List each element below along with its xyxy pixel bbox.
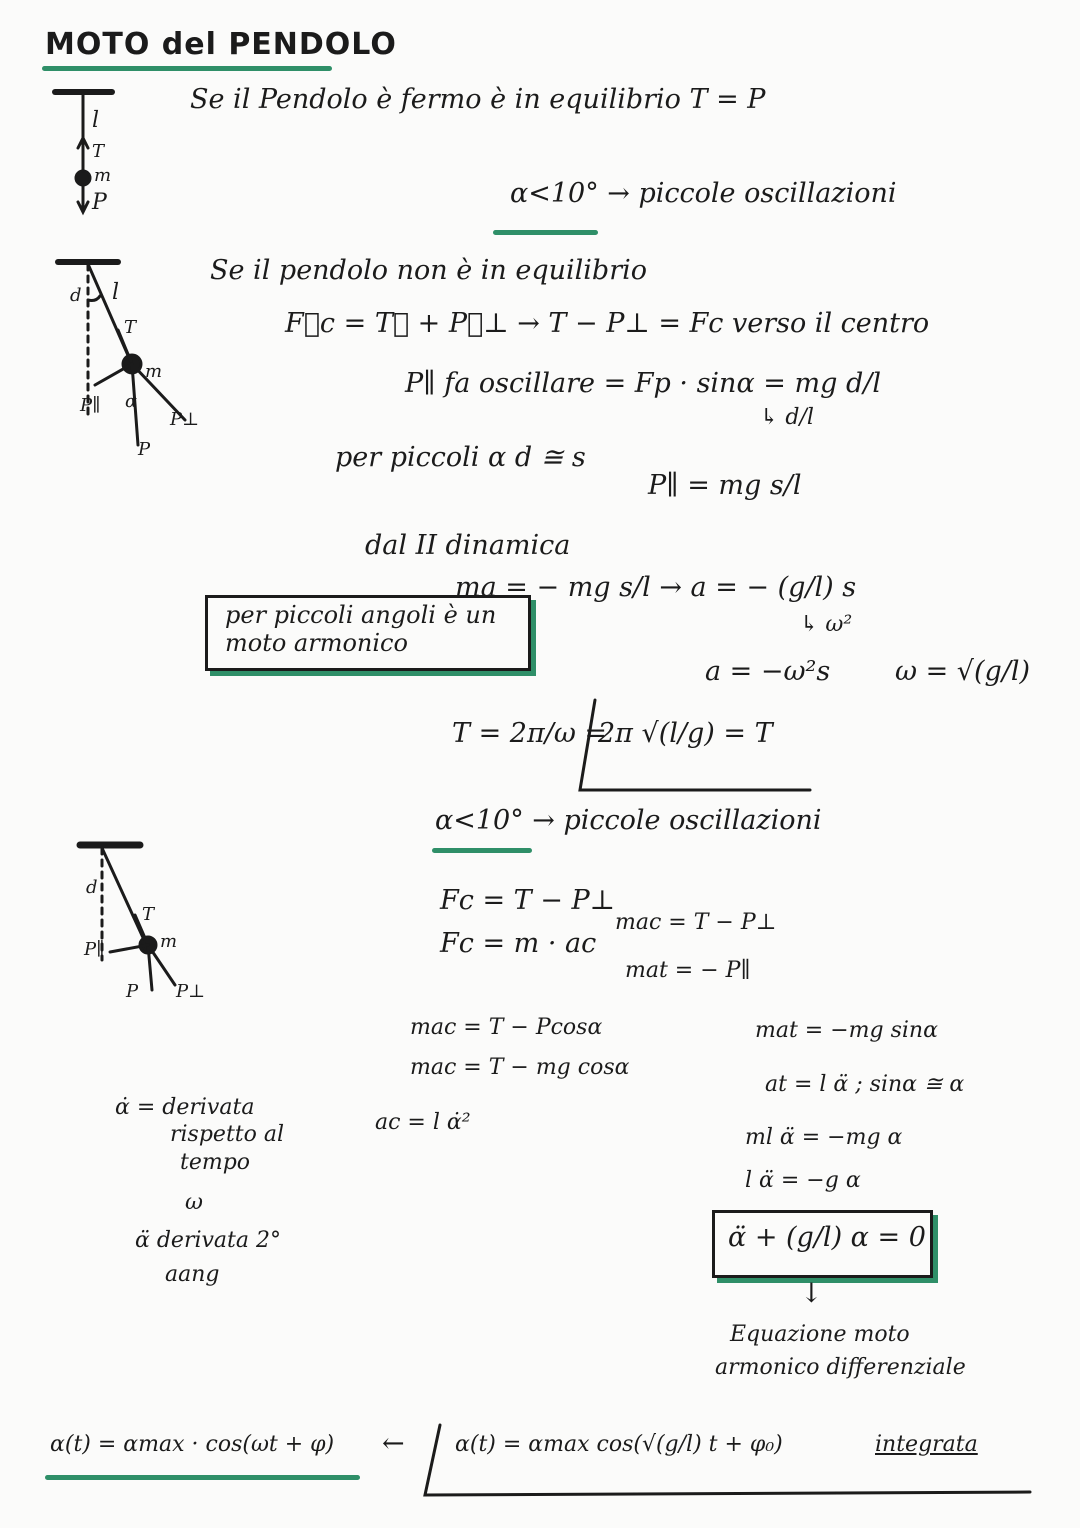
note-alpha-dot-2: rispetto al bbox=[170, 1122, 285, 1147]
label-T: T bbox=[92, 141, 105, 162]
label-d-2: d bbox=[70, 285, 82, 306]
equilibrium-text: Se il Pendolo è fermo è in equilibrio T = P bbox=[190, 84, 766, 115]
sin-approx: ↳ d/l bbox=[760, 405, 814, 430]
at-equation: at = l α̈ ; sinα ≅ α bbox=[765, 1072, 965, 1097]
label-Pperp-2: P⊥ bbox=[170, 409, 200, 430]
l-equation: l α̈ = −g α bbox=[745, 1168, 861, 1193]
mat-equation-1: mat = − P∥ bbox=[625, 958, 751, 983]
period-left: T = 2π/ω = bbox=[452, 718, 608, 749]
small-oscillation-condition: α<10° → piccole oscillazioni bbox=[510, 178, 897, 209]
equation-label-1: Equazione moto bbox=[730, 1322, 910, 1347]
ac-equation: ac = l α̇² bbox=[375, 1110, 471, 1135]
vector-equation: F⃗c = T⃗ + P⃗⊥ → T − P⊥ = Fc verso il centro bbox=[285, 308, 930, 339]
parallel-force: P∥ fa oscillare = Fp · sinα = mg d/l bbox=[405, 368, 881, 399]
label-Ppar-2: P∥ bbox=[80, 395, 101, 416]
small-angle-approx: per piccoli α d ≅ s bbox=[335, 442, 586, 473]
a-equation: a = −ω²s bbox=[705, 656, 831, 687]
pendulum-forces-sketch bbox=[80, 845, 178, 990]
label-d-3: d bbox=[86, 877, 98, 898]
mat-equation-2: mat = −mg sinα bbox=[755, 1018, 938, 1043]
label-Pperp-3: P⊥ bbox=[176, 981, 206, 1002]
label-P-3: P bbox=[126, 981, 139, 1002]
label-m-2: m bbox=[145, 361, 163, 382]
label-m: m bbox=[94, 165, 112, 186]
ma-equation: ma = − mg s/l → a = − (g/l) s bbox=[455, 572, 857, 603]
note-alpha-dot-3: tempo bbox=[180, 1150, 251, 1175]
note-omega: ω bbox=[185, 1190, 203, 1215]
dinamica-label: dal II dinamica bbox=[365, 530, 571, 561]
fc-equation-1: Fc = T − P⊥ bbox=[440, 885, 615, 916]
mac-equation-1: mac = T − P⊥ bbox=[615, 910, 777, 935]
diff-equation: α̈ + (g/l) α = 0 bbox=[728, 1222, 926, 1253]
solution-right: α(t) = αmax cos(√(g/l) t + φ₀) bbox=[455, 1432, 783, 1457]
fc-equation-2: Fc = m · ac bbox=[440, 928, 597, 959]
label-P: P bbox=[92, 190, 107, 215]
integrated-label: integrata bbox=[875, 1432, 978, 1457]
omega-squared: ↳ ω² bbox=[800, 612, 853, 637]
condition-underline-2 bbox=[432, 848, 532, 853]
mac-equation-3: mac = T − mg cosα bbox=[410, 1055, 630, 1080]
small-oscillation-condition-2: α<10° → piccole oscillazioni bbox=[435, 805, 822, 836]
note-a-ang: aang bbox=[165, 1262, 220, 1287]
harmonic-note bbox=[225, 602, 515, 657]
condition-underline bbox=[493, 230, 598, 235]
label-alpha-2: α bbox=[125, 391, 138, 412]
label-m-3: m bbox=[160, 931, 178, 952]
p-parallel: P∥ = mg s/l bbox=[648, 470, 802, 501]
down-arrow: ↓ bbox=[800, 1278, 823, 1309]
solution-underline bbox=[45, 1475, 360, 1480]
title-underline bbox=[42, 66, 332, 71]
equation-label-2: armonico differenziale bbox=[715, 1355, 966, 1380]
label-T-2: T bbox=[124, 317, 137, 338]
ml-equation: ml α̈ = −mg α bbox=[745, 1125, 903, 1150]
not-equilibrium-text: Se il pendolo non è in equilibrio bbox=[210, 255, 647, 286]
label-T-3: T bbox=[142, 904, 155, 925]
label-Ppar-3: P∥ bbox=[84, 939, 105, 960]
label-l: l bbox=[92, 108, 100, 133]
note-alpha-dot: α̇ = derivata bbox=[115, 1095, 255, 1120]
page-title: MOTO del PENDOLO bbox=[45, 27, 397, 62]
label-P-2: P bbox=[138, 439, 151, 460]
period-formula: 2π √(l/g) = T bbox=[598, 718, 773, 749]
harmonic-note-text: per piccoli angoli è un moto armonico bbox=[225, 601, 497, 657]
solution-left: α(t) = αmax · cos(ωt + φ) bbox=[50, 1432, 335, 1457]
mac-equation-2: mac = T − Pcosα bbox=[410, 1015, 603, 1040]
note-alpha-ddot: α̈ derivata 2° bbox=[135, 1228, 281, 1253]
label-l-2: l bbox=[112, 280, 120, 305]
omega-formula: ω = √(g/l) bbox=[895, 656, 1031, 687]
solution-arrow: ← bbox=[382, 1428, 405, 1459]
